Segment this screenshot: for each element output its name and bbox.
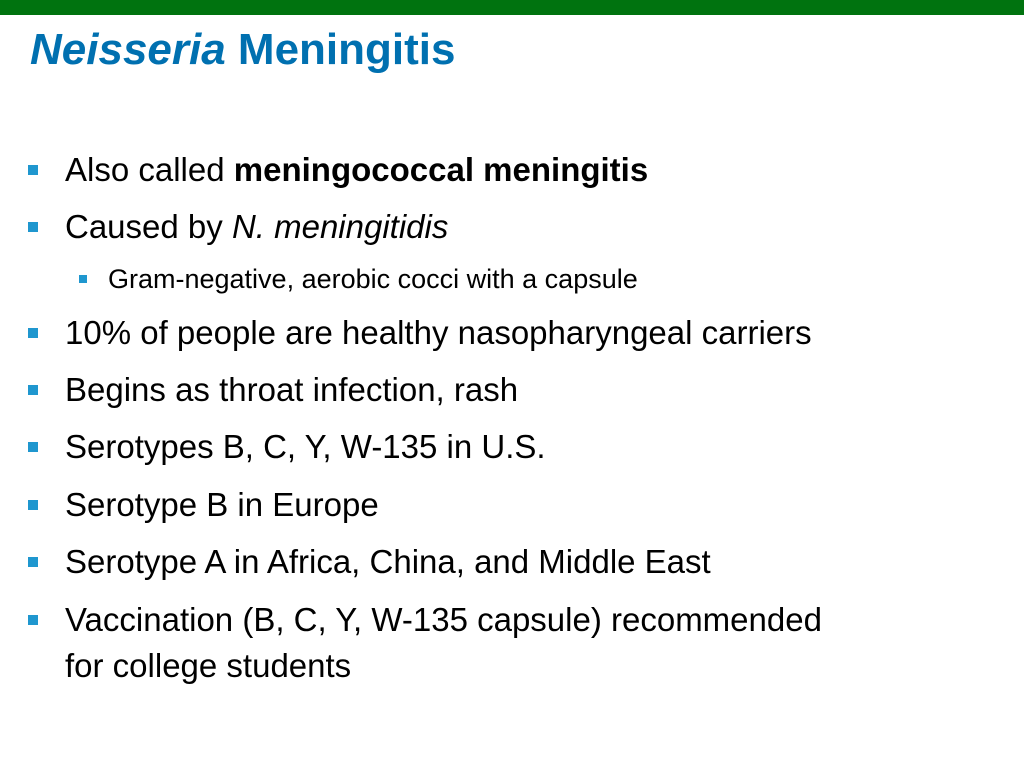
- bullet-item: [65, 204, 448, 250]
- bullet-item: [65, 482, 379, 528]
- top-accent-bar: [0, 0, 1024, 15]
- bullet-text: Serotype A in Africa, China, and Middle East: [65, 543, 711, 580]
- square-bullet-icon: [28, 165, 38, 175]
- square-bullet-icon: [28, 328, 38, 338]
- square-bullet-icon: [28, 222, 38, 232]
- slide-title-rest: Meningitis: [225, 25, 456, 74]
- square-bullet-icon: [28, 442, 38, 452]
- square-bullet-icon: [28, 615, 38, 625]
- sub-bullet-item: [108, 261, 638, 297]
- bullet-text-line1: Vaccination (B, C, Y, W-135 capsule) recommended: [65, 601, 822, 638]
- bullet-item: [65, 310, 812, 356]
- bullet-text: Begins as throat infection, rash: [65, 371, 519, 408]
- square-bullet-icon: [28, 557, 38, 567]
- bullet-text: Serotype B in Europe: [65, 486, 379, 523]
- square-bullet-icon: [28, 500, 38, 510]
- bullet-item: [65, 597, 822, 689]
- bullet-item: [65, 367, 518, 413]
- bullet-text: Gram-negative, aerobic cocci with a capsule: [108, 264, 638, 294]
- square-bullet-icon: [28, 385, 38, 395]
- bullet-item: [65, 539, 711, 585]
- bullet-item: [65, 424, 546, 470]
- bullet-text: Serotypes B, C, Y, W-135 in U.S.: [65, 428, 546, 465]
- slide-title-italic: Neisseria: [30, 25, 226, 74]
- slide-title: [30, 22, 455, 78]
- bullet-text-line2: for college students: [65, 647, 352, 684]
- bullet-item: [65, 147, 648, 193]
- bullet-text-bold: meningococcal meningitis: [233, 151, 649, 188]
- square-bullet-icon: [79, 275, 87, 283]
- bullet-text: 10% of people are healthy nasopharyngeal carriers: [65, 314, 812, 351]
- bullet-text: Caused by: [65, 208, 232, 245]
- bullet-text-italic: N. meningitidis: [231, 208, 449, 245]
- bullet-text: Also called: [65, 151, 234, 188]
